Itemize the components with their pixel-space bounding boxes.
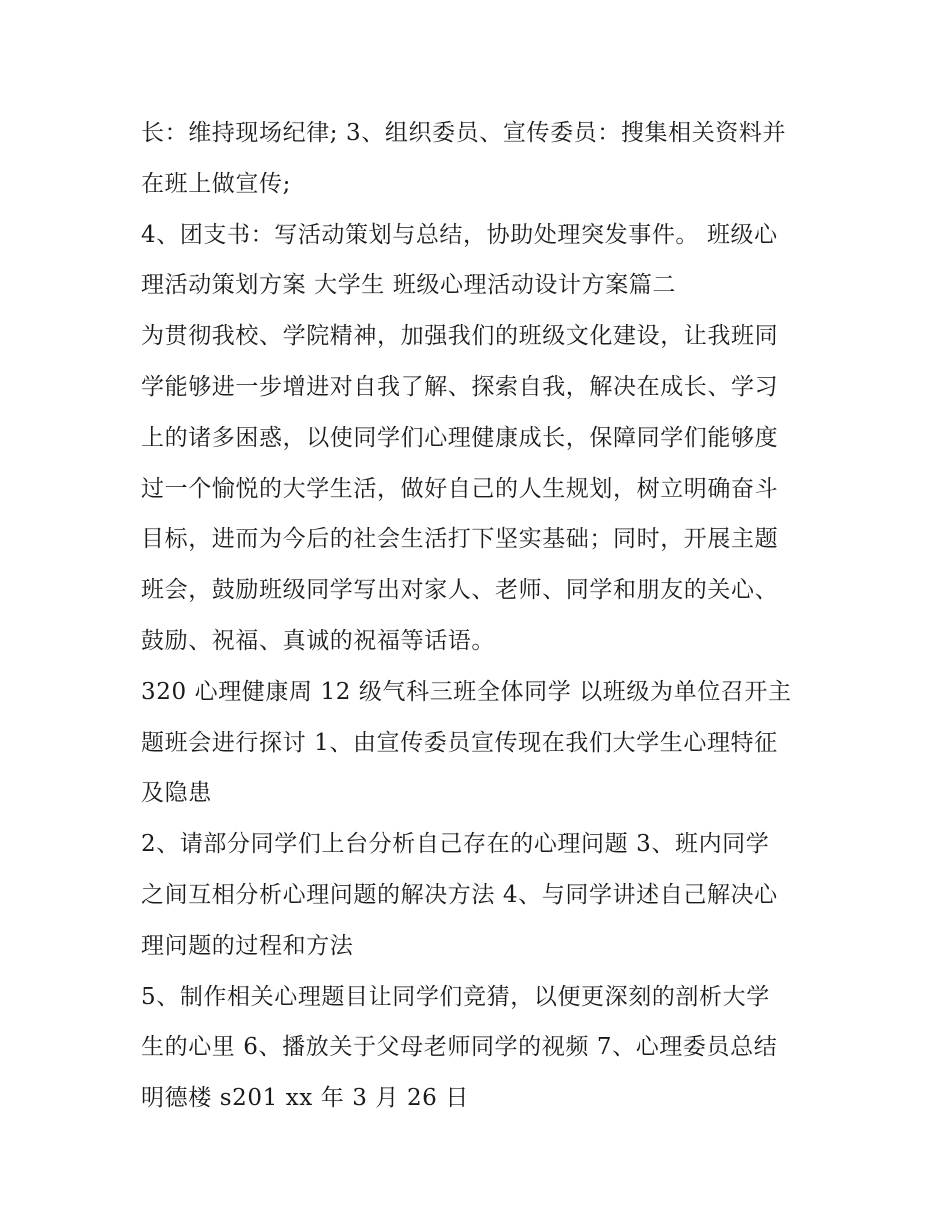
text-line: 明德楼 s201 xx 年 3 月 26 日 <box>141 1085 469 1112</box>
text-line: 理活动策划方案 大学生 班级心理活动设计方案篇二 <box>141 272 677 299</box>
text-line: 5、制作相关心理题目让同学们竞猜，以便更深刻的剖析大学 <box>141 983 770 1010</box>
text-line: 目标，进而为今后的社会生活打下坚实基础；同时，开展主题 <box>141 526 779 553</box>
text-line: 鼓励、祝福、真诚的祝福等话语。 <box>141 627 495 654</box>
text-line: 4、团支书：写活动策划与总结，协助处理突发事件。 班级心 <box>141 221 778 248</box>
text-line: 之间互相分析心理问题的解决方法 4、与同学讲述自己解决心 <box>141 881 778 908</box>
text-line: 过一个愉悦的大学生活，做好自己的人生规划，树立明确奋斗 <box>141 475 779 502</box>
text-line: 题班会进行探讨 1、由宣传委员宣传现在我们大学生心理特征 <box>141 729 778 756</box>
text-line: 及隐患 <box>141 780 212 807</box>
text-line: 为贯彻我校、学院精神，加强我们的班级文化建设，让我班同 <box>141 323 779 350</box>
document-body <box>141 108 821 1124</box>
text-line: 长：维持现场纪律; 3、组织委员、宣传委员：搜集相关资料并 <box>141 120 787 146</box>
text-line: 上的诸多困惑，以使同学们心理健康成长，保障同学们能够度 <box>141 424 779 451</box>
text-line: 在班上做宣传; <box>141 170 291 197</box>
text-line: 理问题的过程和方法 <box>141 932 354 959</box>
text-line: 班会，鼓励班级同学写出对家人、老师、同学和朋友的关心、 <box>141 577 779 604</box>
text-line: 生的心里 6、播放关于父母老师同学的视频 7、心理委员总结 <box>141 1034 778 1061</box>
text-line: 学能够进一步增进对自我了解、探索自我，解决在成长、学习 <box>141 373 779 400</box>
text-line: 2、请部分同学们上台分析自己存在的心理问题 3、班内同学 <box>141 831 770 858</box>
text-line: 320 心理健康周 12 级气科三班全体同学 以班级为单位召开主 <box>141 678 792 705</box>
